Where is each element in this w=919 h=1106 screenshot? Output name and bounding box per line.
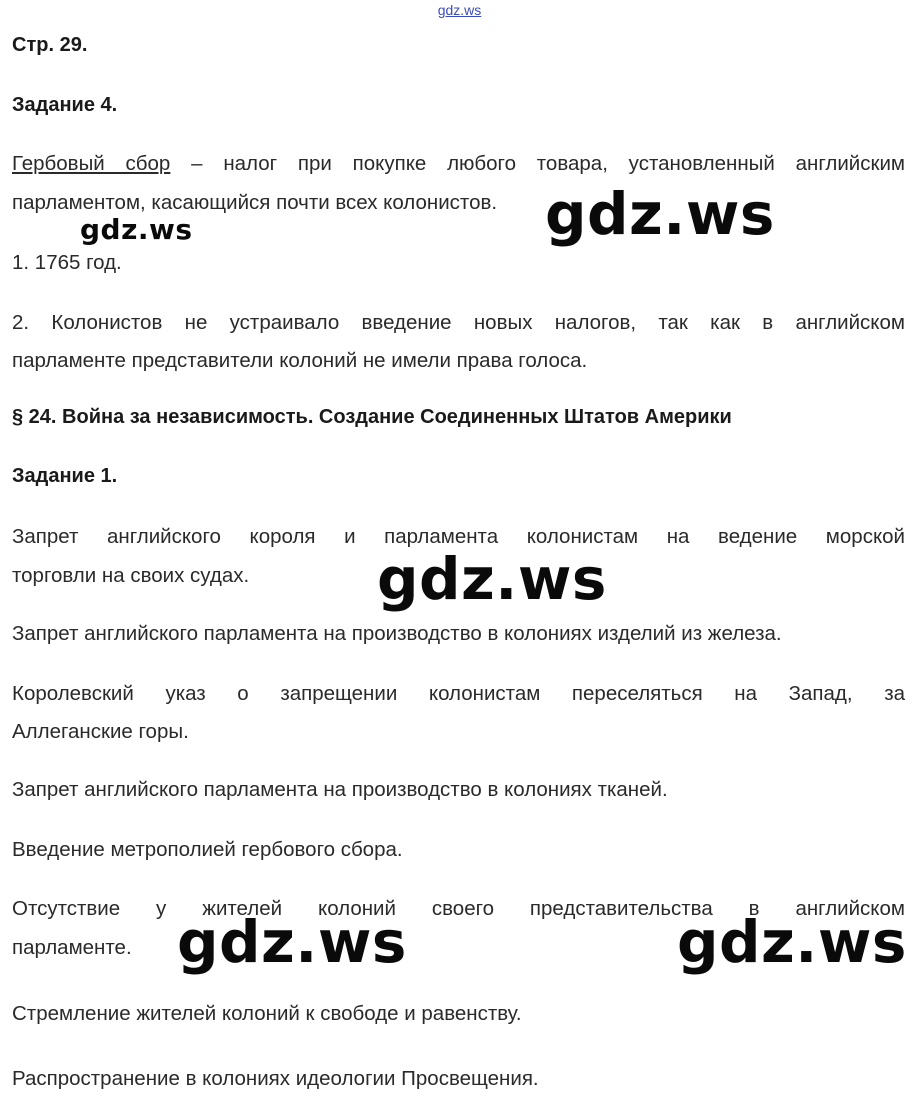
reason-item-line1: Запрет английского короля и парламента колонистам на ведение морской	[12, 525, 905, 548]
reason-item-line1: Распространение в колониях идеологии Просвещения.	[12, 1067, 539, 1090]
page-reference: Стр. 29.	[12, 34, 88, 56]
reason-item-line1: Запрет английского парламента на производство в колониях изделий из железа.	[12, 622, 782, 645]
reason-item-line1: Королевский указ о запрещении колонистам переселяться на Запад, за	[12, 682, 905, 705]
task4-answer1: 1. 1765 год.	[12, 251, 122, 274]
task4-definition-line1	[12, 152, 905, 176]
reason-item-line2: парламенте.	[12, 936, 132, 959]
reason-item-line1: Запрет английского парламента на производство в колониях тканей.	[12, 778, 668, 801]
section24-title: § 24. Война за независимость. Создание Соединенных Штатов Америки	[12, 406, 732, 428]
task1-title: Задание 1.	[12, 465, 118, 487]
watermark-logo: gdz.ws	[545, 180, 775, 248]
reason-item-line2: Аллеганские горы.	[12, 720, 189, 743]
watermark-logo: gdz.ws	[177, 908, 407, 976]
reason-item-line1: Стремление жителей колоний к свободе и равенству.	[12, 1002, 522, 1025]
task4-definition-line2: парламентом, касающийся почти всех колонистов.	[12, 191, 498, 214]
definition-text: – налог при покупке любого товара, установленный английским	[191, 152, 906, 175]
top-watermark-link[interactable]: gdz.ws	[437, 2, 482, 18]
task4-title: Задание 4.	[12, 94, 118, 116]
reason-item-line1: Отсутствие у жителей колоний своего представительства в английском	[12, 897, 905, 920]
watermark-logo: gdz.ws	[677, 908, 907, 976]
task4-answer2-line1: 2. Колонистов не устраивало введение новых налогов, так как в английском	[12, 311, 905, 334]
watermark-logo: gdz.ws	[80, 213, 193, 246]
term-gerbovy-sbor: Гербовый сбор	[12, 152, 171, 175]
watermark-logo: gdz.ws	[377, 545, 607, 613]
task4-answer2-line2: парламенте представители колоний не имели права голоса.	[12, 349, 588, 372]
reason-item-line1: Введение метрополией гербового сбора.	[12, 838, 403, 861]
reason-item-line2: торговли на своих судах.	[12, 564, 250, 587]
